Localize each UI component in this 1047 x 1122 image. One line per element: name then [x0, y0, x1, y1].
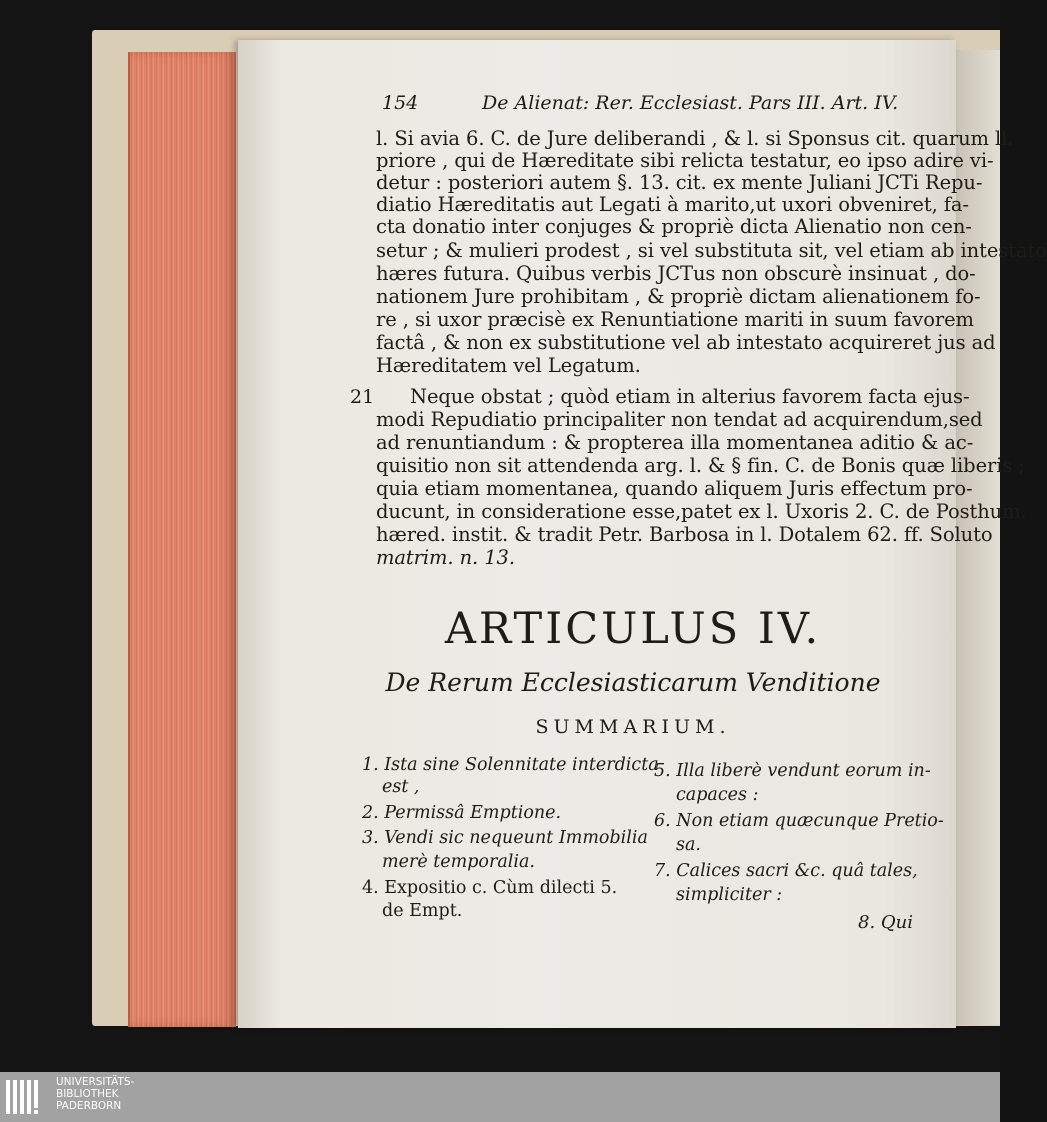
summary-heading: SUMMARIUM.: [535, 716, 731, 738]
body-line: nationem Jure prohibitam , & propriè dictam alienationem fo-: [376, 285, 981, 308]
summary-item: sa.: [676, 835, 701, 855]
margin-number: 21: [350, 386, 375, 408]
body-line: quia etiam momentanea, quando aliquem Juris effectum pro-: [376, 477, 973, 500]
library-name-line: BIBLIOTHEK: [56, 1088, 119, 1100]
running-title: De Alienat: Rer. Ecclesiast. Pars III. Art. IV.: [482, 92, 899, 114]
summary-item: merè temporalia.: [382, 852, 535, 872]
library-name-line: UNIVERSITÄTS-: [56, 1076, 135, 1088]
body-line: priore , qui de Hæreditate sibi relicta testatur, eo ipso adire vi-: [376, 149, 994, 172]
body-line: quisitio non sit attendenda arg. l. & § fin. C. de Bonis quæ liberis ;: [376, 454, 1025, 477]
library-name: [56, 1076, 256, 1112]
body-line: ducunt, in consideratione esse,patet ex l. Uxoris 2. C. de Posthum.: [376, 500, 1027, 523]
body-line: ad renuntiandum : & propterea illa momentanea aditio & ac-: [376, 431, 974, 454]
body-line: setur ; & mulieri prodest , si vel substituta sit, vel etiam ab intestato: [376, 239, 1047, 262]
article-subtitle: De Rerum Ecclesiasticarum Venditione: [385, 668, 881, 697]
body-line: factâ , & non ex substitutione vel ab intestato acquireret jus ad: [376, 331, 996, 354]
library-logo-icon: [0, 1072, 46, 1122]
summary-item: 6. Non etiam quæcunque Pretio-: [654, 811, 944, 831]
catchword: 8. Qui: [858, 912, 914, 933]
summary-item: 2. Permissâ Emptione.: [362, 803, 562, 823]
summary-item: simpliciter :: [676, 885, 783, 905]
body-line: cta donatio inter conjuges & propriè dicta Alienatio non cen-: [376, 215, 972, 238]
page-number: 154: [382, 92, 419, 114]
body-line: hæred. instit. & tradit Petr. Barbosa in l. Dotalem 62. ff. Soluto: [376, 523, 993, 546]
summary-item: 7. Calices sacri &c. quâ tales,: [654, 861, 918, 881]
library-name-line: PADERBORN: [56, 1100, 122, 1112]
body-line: re , si uxor præcisè ex Renuntiatione mariti in suum favorem: [376, 308, 974, 331]
summary-item: est ,: [382, 777, 420, 797]
article-heading: ARTICULUS IV.: [444, 604, 822, 654]
summary-item: capaces :: [676, 785, 759, 805]
summary-item: 5. Illa liberè vendunt eorum in-: [654, 761, 931, 781]
body-line: modi Repudiatio principaliter non tendat ad acquirendum,sed: [376, 408, 983, 431]
body-line: matrim. n. 13.: [376, 546, 515, 569]
body-line: Hæreditatem vel Legatum.: [376, 354, 641, 377]
body-line: hæres futura. Quibus verbis JCTus non obscurè insinuat , do-: [376, 262, 976, 285]
summary-item: de Empt.: [382, 901, 463, 921]
summary-item: 3. Vendi sic nequeunt Immobilia: [362, 828, 648, 848]
body-line: detur : posteriori autem §. 13. cit. ex mente Juliani JCTi Repu-: [376, 171, 983, 194]
body-line: Neque obstat ; quòd etiam in alterius favorem facta ejus-: [410, 385, 970, 408]
summary-item: 4. Expositio c. Cùm dilecti 5.: [362, 878, 618, 898]
body-line: l. Si avia 6. C. de Jure deliberandi , & l. si Sponsus cit. quarum ll.: [376, 127, 1014, 150]
body-line: diatio Hæreditatis aut Legati à marito,ut uxori obveniret, fa-: [376, 193, 969, 216]
running-header: [370, 92, 930, 118]
summary-item: 1. Ista sine Solennitate interdicta: [362, 755, 659, 775]
